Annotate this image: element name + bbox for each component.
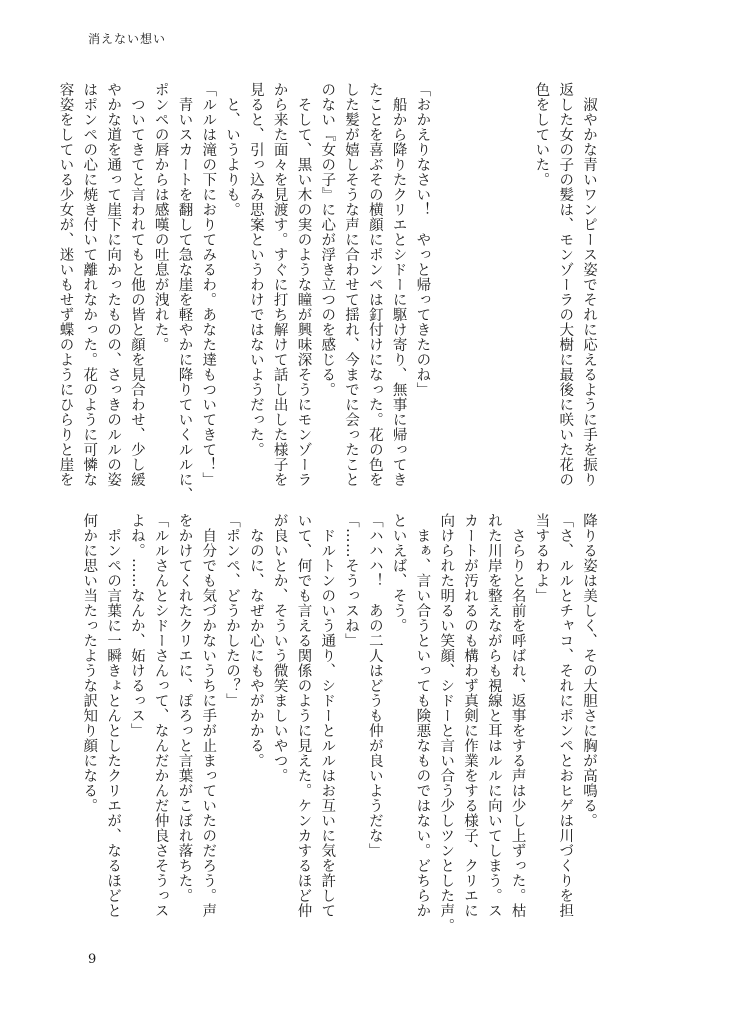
text-line: 返した女の子の髪は、モンゾーラの大樹に最後に咲いた花の <box>557 82 574 487</box>
text-line <box>481 82 505 482</box>
text-line: 自分でも気づかないうちに手が止まっていたのだろう。声 <box>200 527 217 918</box>
text-line: 「さ、ルルとチャコ、それにポンペとおヒゲは川づくりを担 <box>557 513 574 918</box>
text-line <box>433 82 457 482</box>
text-line: 当するわよ」 <box>533 513 550 603</box>
text-line: 「ルルさんとシドーさんって、なんだかんだ仲良さそうっス <box>152 513 169 918</box>
text-line: 「ポンペ、どうかしたの？」 <box>224 513 241 708</box>
text-line: 見ると、引っ込み思案というわけではないようだった。 <box>247 82 264 457</box>
text-line: 容姿をしている少女が、迷いもせず蝶のようにひらりと崖を <box>57 82 74 487</box>
text-line: さらりと名前を呼ばれ、返事をする声は少し上ずった。枯 <box>509 527 526 918</box>
running-header: 消えない想い <box>88 32 167 46</box>
text-line: そして、黒い木の実のような瞳が興味深そうにモンゾーラ <box>295 96 312 487</box>
text-line: いて、何でも言える関係のように見えた。ケンカするほど仲 <box>295 513 312 918</box>
text-line: ドルトンのいう通り、シドーとルルはお互いに気を許して <box>319 527 336 918</box>
text-block-bottom <box>76 513 600 933</box>
text-line: 色をしていた。 <box>533 82 550 187</box>
text-line: ポンペの言葉に一瞬きょとんとしたクリエが、なるほどと <box>105 527 122 918</box>
text-line: やかな道を通って崖下に向かったものの、さっきのルルの姿 <box>105 82 122 487</box>
text-line: から来た面々を見渡す。すぐに打ち解けて話し出した様子を <box>271 82 288 487</box>
text-line: 降りる姿は美しく、その大胆さに胸が高鳴る。 <box>581 513 597 828</box>
text-line: のない『女の子』に心が浮き立つのを感じる。 <box>319 82 336 397</box>
page-number: 9 <box>88 952 97 967</box>
text-line: が良いとか、そういう微笑ましいやつ。 <box>271 513 288 783</box>
text-block-top <box>53 82 600 502</box>
text-line: した髪が嬉しそうな声に合わせて揺れ、今までに会ったこと <box>343 82 360 487</box>
text-line: なのに、なぜか心にもやがかかる。 <box>247 527 264 768</box>
text-line: ついてきてと言われてもと他の皆と顔を見合わせ、少し緩 <box>128 96 145 487</box>
text-line: 「ハハハ！ あの二人はどうも仲が良いようだな」 <box>366 513 383 858</box>
text-line: ポンペの唇からは感嘆の吐息が洩れた。 <box>152 82 169 352</box>
text-line: をかけてくれたクリエに、ぽろっと言葉がこぼれ落ちた。 <box>176 513 193 903</box>
text-line: といえば、そう。 <box>390 513 407 633</box>
text-line <box>457 82 481 482</box>
text-line: 船から降りたクリエとシドーに駆け寄り、無事に帰ってき <box>390 96 407 487</box>
text-line: れた川岸を整えながらも視線と耳はルルに向いてしまう。ス <box>485 513 502 918</box>
text-line: 青いスカートを翻して急な崖を軽やかに降りていくルルに、 <box>176 96 193 502</box>
text-line: と、いうよりも。 <box>224 96 241 217</box>
text-line: よね。……なんか、妬けるっス」 <box>128 513 145 738</box>
text-line: 「おかえりなさい！ やっと帰ってきたのね」 <box>414 82 431 397</box>
text-line: たことを喜ぶその横顔にポンペは釘付けになった。花の色を <box>366 82 383 487</box>
text-line: 「ルルは滝の下におりてみるわ。あなた達もついてきて！」 <box>200 82 217 487</box>
text-line <box>505 82 529 482</box>
text-line: 向けられた明るい笑顔、シドーと言い合う少しツンとした声。 <box>438 513 455 933</box>
text-line: 何かに思い当たったような訳知り顔になる。 <box>81 513 98 813</box>
text-line: はポンペの心に焼き付いて離れなかった。花のように可憐な <box>81 82 98 487</box>
text-line: カートが汚れるのも構わず真剣に作業をする様子、クリエに <box>462 513 479 918</box>
text-line: まぁ、言い合うといっても険悪なものではない。どちらか <box>414 527 431 918</box>
text-line: 淑やかな青いワンピース姿でそれに応えるように手を振り <box>581 96 597 487</box>
text-line: 「……そうっスね」 <box>343 513 360 648</box>
